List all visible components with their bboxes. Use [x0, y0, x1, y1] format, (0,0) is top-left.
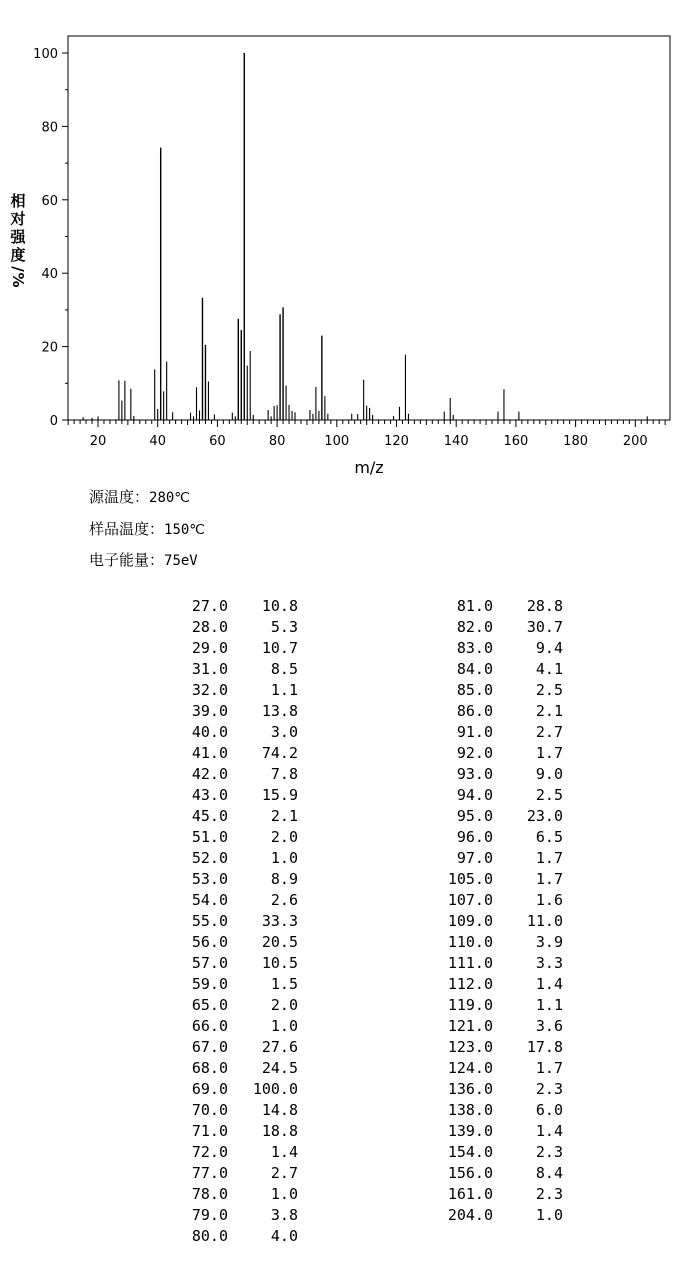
mz-value: 92.0	[456, 744, 493, 762]
intensity-value: 30.7	[526, 618, 563, 636]
table-row	[400, 827, 563, 848]
mz-value: 52.0	[191, 849, 228, 867]
intensity-value: 3.9	[535, 933, 563, 951]
mz-value: 77.0	[191, 1164, 228, 1182]
table-row	[400, 617, 563, 638]
mz-value: 31.0	[191, 660, 228, 678]
intensity-value: 4.1	[535, 660, 563, 678]
mz-value: 27.0	[191, 597, 228, 615]
mz-value: 154.0	[447, 1143, 493, 1161]
table-row	[140, 1100, 298, 1121]
electron-energy-value: 75eV	[164, 553, 198, 569]
mz-value: 124.0	[447, 1059, 493, 1077]
sample-temperature-value: 150℃	[164, 522, 206, 538]
table-row	[140, 638, 298, 659]
y-tick-label: 60	[41, 193, 58, 209]
table-row	[140, 1163, 298, 1184]
intensity-value: 1.0	[270, 849, 298, 867]
intensity-value: 1.7	[535, 870, 563, 888]
table-row	[400, 932, 563, 953]
table-row	[140, 827, 298, 848]
mass-spectrum-chart	[0, 0, 696, 485]
table-row	[400, 701, 563, 722]
mz-value: 41.0	[191, 744, 228, 762]
table-row	[400, 974, 563, 995]
table-row	[140, 848, 298, 869]
intensity-value: 1.6	[535, 891, 563, 909]
intensity-value: 3.0	[270, 723, 298, 741]
table-row	[140, 932, 298, 953]
mz-value: 86.0	[456, 702, 493, 720]
table-row	[400, 1058, 563, 1079]
intensity-value: 2.7	[535, 723, 563, 741]
source-temperature-value: 280℃	[149, 490, 191, 506]
intensity-value: 10.8	[261, 597, 298, 615]
intensity-value: 3.6	[535, 1017, 563, 1035]
intensity-value: 1.4	[535, 1122, 563, 1140]
intensity-value: 3.3	[535, 954, 563, 972]
intensity-value: 17.8	[526, 1038, 563, 1056]
intensity-value: 8.9	[270, 870, 298, 888]
intensity-value: 3.8	[270, 1206, 298, 1224]
mz-value: 109.0	[447, 912, 493, 930]
intensity-value: 9.0	[535, 765, 563, 783]
intensity-value: 13.8	[261, 702, 298, 720]
intensity-value: 2.3	[535, 1185, 563, 1203]
intensity-value: 1.7	[535, 849, 563, 867]
intensity-value: 9.4	[535, 639, 563, 657]
electron-energy	[89, 549, 198, 570]
mz-value: 40.0	[191, 723, 228, 741]
intensity-value: 5.3	[270, 618, 298, 636]
intensity-value: 2.3	[535, 1143, 563, 1161]
table-row	[400, 785, 563, 806]
intensity-value: 1.4	[270, 1143, 298, 1161]
mz-value: 67.0	[191, 1038, 228, 1056]
x-tick-label: 60	[209, 434, 226, 449]
table-row	[140, 1205, 298, 1226]
table-row	[400, 722, 563, 743]
x-tick-label: 40	[149, 434, 166, 449]
intensity-value: 1.5	[270, 975, 298, 993]
x-tick-label: 200	[622, 434, 648, 449]
table-row	[140, 617, 298, 638]
intensity-value: 8.4	[535, 1164, 563, 1182]
table-row	[140, 974, 298, 995]
table-row	[400, 1184, 563, 1205]
peak-table-left	[140, 596, 298, 1247]
x-tick-label: 100	[324, 434, 350, 449]
table-row	[140, 953, 298, 974]
y-axis-label-char: 度	[10, 246, 26, 264]
intensity-value: 2.5	[535, 786, 563, 804]
mz-value: 110.0	[447, 933, 493, 951]
mz-value: 91.0	[456, 723, 493, 741]
mz-value: 51.0	[191, 828, 228, 846]
intensity-value: 28.8	[526, 597, 563, 615]
mz-value: 97.0	[456, 849, 493, 867]
intensity-value: 33.3	[261, 912, 298, 930]
mz-value: 55.0	[191, 912, 228, 930]
intensity-value: 1.0	[270, 1185, 298, 1203]
mz-value: 71.0	[191, 1122, 228, 1140]
mz-value: 95.0	[456, 807, 493, 825]
mz-value: 39.0	[191, 702, 228, 720]
intensity-value: 1.4	[535, 975, 563, 993]
table-row	[400, 1016, 563, 1037]
mz-value: 138.0	[447, 1101, 493, 1119]
y-tick-label: 100	[33, 47, 58, 62]
x-tick-label: 180	[563, 434, 589, 449]
table-row	[140, 764, 298, 785]
table-row	[140, 1142, 298, 1163]
table-row	[140, 743, 298, 764]
intensity-value: 2.0	[270, 996, 298, 1014]
mz-value: 161.0	[447, 1185, 493, 1203]
x-tick-label: 160	[503, 434, 529, 449]
mz-value: 156.0	[447, 1164, 493, 1182]
mz-value: 81.0	[456, 597, 493, 615]
table-row	[400, 1121, 563, 1142]
table-row	[400, 1142, 563, 1163]
table-row	[400, 995, 563, 1016]
mz-value: 136.0	[447, 1080, 493, 1098]
intensity-value: 2.5	[535, 681, 563, 699]
table-row	[400, 953, 563, 974]
intensity-value: 1.1	[535, 996, 563, 1014]
y-axis-label-char: /	[9, 266, 27, 272]
table-row	[140, 1121, 298, 1142]
table-row	[140, 1058, 298, 1079]
mz-value: 66.0	[191, 1017, 228, 1035]
mz-value: 111.0	[447, 954, 493, 972]
y-tick-label: 20	[41, 340, 58, 356]
table-row	[400, 659, 563, 680]
table-row	[140, 1016, 298, 1037]
table-row	[400, 1205, 563, 1226]
y-tick-label: 40	[41, 267, 58, 283]
intensity-value: 27.6	[261, 1038, 298, 1056]
plot-frame	[68, 36, 670, 420]
mz-value: 69.0	[191, 1080, 228, 1098]
intensity-value: 18.8	[261, 1122, 298, 1140]
intensity-value: 20.5	[261, 933, 298, 951]
intensity-value: 23.0	[526, 807, 563, 825]
table-row	[400, 911, 563, 932]
x-axis-label: m/z	[354, 458, 384, 477]
table-row	[140, 785, 298, 806]
intensity-value: 2.0	[270, 828, 298, 846]
mz-value: 123.0	[447, 1038, 493, 1056]
mz-value: 42.0	[191, 765, 228, 783]
intensity-value: 10.5	[261, 954, 298, 972]
table-row	[400, 743, 563, 764]
x-axis	[68, 420, 665, 449]
intensity-value: 1.0	[270, 1017, 298, 1035]
table-row	[400, 596, 563, 617]
table-row	[140, 890, 298, 911]
table-row	[400, 806, 563, 827]
intensity-value: 6.5	[535, 828, 563, 846]
mz-value: 82.0	[456, 618, 493, 636]
mz-value: 78.0	[191, 1185, 228, 1203]
table-row	[400, 764, 563, 785]
table-row	[140, 1184, 298, 1205]
table-row	[400, 848, 563, 869]
intensity-value: 2.7	[270, 1164, 298, 1182]
peak-bars	[83, 53, 647, 420]
table-row	[400, 890, 563, 911]
x-tick-label: 20	[89, 434, 107, 449]
intensity-value: 2.1	[535, 702, 563, 720]
intensity-value: 100.0	[252, 1080, 298, 1098]
intensity-value: 2.3	[535, 1080, 563, 1098]
y-axis-label	[9, 192, 27, 288]
intensity-value: 24.5	[261, 1059, 298, 1077]
intensity-value: 4.0	[270, 1227, 298, 1245]
mz-value: 85.0	[456, 681, 493, 699]
electron-energy-label: 电子能量：	[89, 551, 165, 569]
table-row	[140, 680, 298, 701]
table-row	[140, 1037, 298, 1058]
mz-value: 107.0	[447, 891, 493, 909]
mz-value: 72.0	[191, 1143, 228, 1161]
intensity-value: 11.0	[526, 912, 563, 930]
intensity-value: 1.7	[535, 1059, 563, 1077]
x-tick-label: 80	[268, 434, 286, 449]
y-tick-label: 0	[49, 414, 58, 429]
mz-value: 112.0	[447, 975, 493, 993]
mz-value: 93.0	[456, 765, 493, 783]
intensity-value: 8.5	[270, 660, 298, 678]
mz-value: 53.0	[191, 870, 228, 888]
y-axis-label-char: 强	[10, 228, 26, 246]
intensity-value: 2.1	[270, 807, 298, 825]
table-row	[140, 806, 298, 827]
mz-value: 43.0	[191, 786, 228, 804]
mz-value: 65.0	[191, 996, 228, 1014]
mz-value: 83.0	[456, 639, 493, 657]
mz-value: 57.0	[191, 954, 228, 972]
table-row	[140, 596, 298, 617]
y-axis-label-char: 相	[10, 192, 26, 210]
table-row	[400, 680, 563, 701]
table-row	[400, 1163, 563, 1184]
intensity-value: 74.2	[261, 744, 298, 762]
intensity-value: 7.8	[270, 765, 298, 783]
mz-value: 54.0	[191, 891, 228, 909]
mz-value: 79.0	[191, 1206, 228, 1224]
mz-value: 139.0	[447, 1122, 493, 1140]
x-tick-label: 120	[384, 434, 409, 449]
intensity-value: 1.1	[270, 681, 298, 699]
table-row	[400, 869, 563, 890]
mz-value: 204.0	[447, 1206, 493, 1224]
mz-value: 94.0	[456, 786, 493, 804]
intensity-value: 6.0	[535, 1101, 563, 1119]
table-row	[140, 869, 298, 890]
table-row	[140, 995, 298, 1016]
mz-value: 45.0	[191, 807, 228, 825]
mz-value: 121.0	[447, 1017, 493, 1035]
sample-temperature-label: 样品温度：	[89, 520, 165, 538]
mz-value: 96.0	[456, 828, 493, 846]
y-tick-label: 80	[41, 120, 58, 136]
mz-value: 59.0	[191, 975, 228, 993]
mz-value: 28.0	[191, 618, 228, 636]
y-axis-label-char: 对	[10, 210, 26, 228]
y-axis-label-char: %	[9, 272, 27, 288]
table-row	[140, 659, 298, 680]
y-axis	[33, 47, 68, 429]
mz-value: 105.0	[447, 870, 493, 888]
table-row	[400, 1100, 563, 1121]
mz-value: 29.0	[191, 639, 228, 657]
mz-value: 70.0	[191, 1101, 228, 1119]
intensity-value: 1.7	[535, 744, 563, 762]
mz-value: 32.0	[191, 681, 228, 699]
mz-value: 56.0	[191, 933, 228, 951]
mz-value: 80.0	[191, 1227, 228, 1245]
mz-value: 84.0	[456, 660, 493, 678]
source-temperature	[89, 486, 190, 507]
mz-value: 119.0	[447, 996, 493, 1014]
intensity-value: 2.6	[270, 891, 298, 909]
table-row	[400, 638, 563, 659]
mz-value: 68.0	[191, 1059, 228, 1077]
sample-temperature	[89, 518, 205, 539]
intensity-value: 15.9	[261, 786, 298, 804]
peak-table-right	[400, 596, 563, 1226]
source-temperature-label: 源温度：	[89, 488, 150, 506]
table-row	[140, 722, 298, 743]
intensity-value: 14.8	[261, 1101, 298, 1119]
intensity-value: 1.0	[535, 1206, 563, 1224]
table-row	[140, 1079, 298, 1100]
table-row	[400, 1079, 563, 1100]
table-row	[140, 911, 298, 932]
table-row	[140, 1226, 298, 1247]
intensity-value: 10.7	[261, 639, 298, 657]
table-row	[400, 1037, 563, 1058]
table-row	[140, 701, 298, 722]
x-tick-label: 140	[443, 434, 469, 449]
